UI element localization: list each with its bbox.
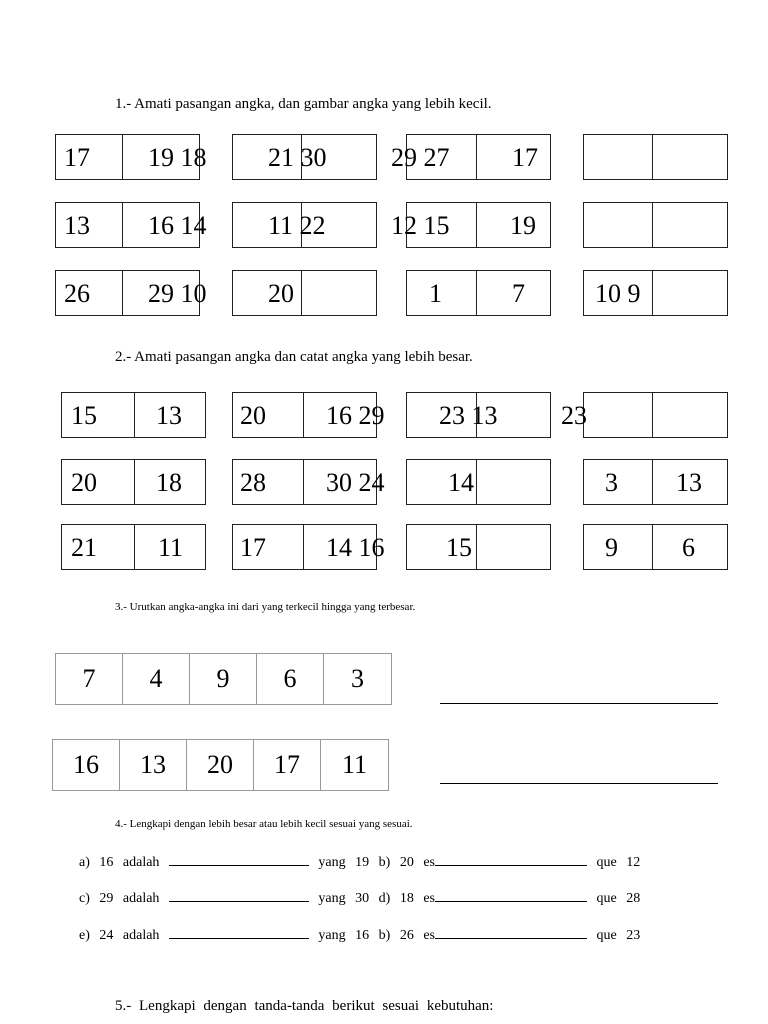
number: 28 — [240, 468, 266, 497]
item-label: e) — [79, 928, 90, 943]
number: 23 13 — [439, 401, 498, 430]
comparison-line — [79, 853, 646, 871]
section5-instruction: 5.- Lengkapi dengan tanda-tanda berikut sesuai kebutuhan: — [115, 998, 494, 1014]
number: 30 24 — [326, 468, 385, 497]
sequence-cell: 16 — [53, 740, 120, 790]
number: 6 — [682, 533, 695, 562]
number: 23 — [561, 401, 587, 430]
item-number: 30 — [355, 891, 370, 906]
answer-blank[interactable] — [435, 926, 587, 939]
answer-line — [440, 703, 718, 704]
number: 11 22 — [268, 211, 326, 240]
item-label: a) — [79, 855, 90, 870]
number: 11 — [158, 533, 184, 562]
number: 13 — [64, 211, 90, 240]
number: 16 29 — [326, 401, 385, 430]
number: 19 — [510, 211, 536, 240]
pair-box — [583, 202, 728, 248]
sequence-cell: 20 — [187, 740, 254, 790]
number: 21 30 — [268, 143, 327, 172]
number: 1 — [429, 279, 442, 308]
item-word: es — [423, 891, 435, 906]
item-label: c) — [79, 891, 90, 906]
item-word: que — [596, 855, 617, 870]
item-word: yang — [318, 855, 346, 870]
number: 12 15 — [391, 211, 450, 240]
item-number: 20 — [399, 855, 414, 870]
number: 13 — [156, 401, 182, 430]
item-number: 18 — [399, 891, 414, 906]
sequence-cell: 7 — [56, 654, 123, 704]
number: 29 27 — [391, 143, 450, 172]
pair-box — [406, 459, 551, 505]
number: 9 — [605, 533, 618, 562]
item-number: 26 — [399, 928, 414, 943]
number: 20 — [71, 468, 97, 497]
number: 13 — [676, 468, 702, 497]
item-number: 12 — [626, 855, 641, 870]
number: 17 — [512, 143, 538, 172]
sequence-cell: 13 — [120, 740, 187, 790]
item-word: que — [596, 928, 617, 943]
item-label: b) — [378, 928, 391, 943]
sequence-cell: 9 — [190, 654, 257, 704]
number-sequence — [55, 653, 392, 705]
item-label: b) — [378, 855, 391, 870]
number: 17 — [240, 533, 266, 562]
sequence-cell: 3 — [351, 664, 364, 693]
number-sequence — [52, 739, 389, 791]
number: 19 18 — [148, 143, 207, 172]
item-number: 29 — [99, 891, 114, 906]
answer-blank[interactable] — [169, 853, 309, 866]
item-word: que — [596, 891, 617, 906]
number: 18 — [156, 468, 182, 497]
comparison-line — [79, 926, 646, 944]
pair-box — [406, 270, 551, 316]
item-word: yang — [318, 891, 346, 906]
answer-blank[interactable] — [169, 926, 309, 939]
section3-instruction: 3.- Urutkan angka-angka ini dari yang terkecil hingga yang terbesar. — [115, 601, 416, 613]
number: 26 — [64, 279, 90, 308]
number: 21 — [71, 533, 97, 562]
pair-box — [406, 524, 551, 570]
answer-blank[interactable] — [435, 889, 587, 902]
item-number: 28 — [626, 891, 641, 906]
section4-instruction: 4.- Lengkapi dengan lebih besar atau lebih kecil sesuai yang sesuai. — [115, 818, 413, 830]
number: 16 14 — [148, 211, 207, 240]
number: 15 — [71, 401, 97, 430]
sequence-cell: 6 — [257, 654, 324, 704]
item-number: 24 — [99, 928, 114, 943]
item-number: 19 — [355, 855, 370, 870]
item-number: 16 — [355, 928, 370, 943]
number: 17 — [64, 143, 90, 172]
sequence-cell: 11 — [341, 750, 368, 779]
item-word: adalah — [122, 928, 160, 943]
item-label: d) — [378, 891, 391, 906]
number: 14 16 — [326, 533, 385, 562]
pair-box — [583, 392, 728, 438]
section1-instruction: 1.- Amati pasangan angka, dan gambar angka yang lebih kecil. — [115, 96, 492, 112]
number: 20 — [268, 279, 294, 308]
comparison-line — [79, 889, 646, 907]
answer-blank[interactable] — [435, 853, 587, 866]
number: 20 — [240, 401, 266, 430]
sequence-cell: 4 — [123, 654, 190, 704]
section2-instruction: 2.- Amati pasangan angka dan catat angka yang lebih besar. — [115, 349, 473, 365]
answer-line — [440, 783, 718, 784]
answer-blank[interactable] — [169, 889, 309, 902]
number: 10 9 — [595, 279, 641, 308]
number: 29 10 — [148, 279, 207, 308]
number: 14 — [448, 468, 474, 497]
item-word: es — [423, 855, 435, 870]
pair-box — [583, 134, 728, 180]
item-word: yang — [318, 928, 346, 943]
item-word: adalah — [122, 855, 160, 870]
item-number: 16 — [99, 855, 114, 870]
number: 7 — [512, 279, 525, 308]
pair-box — [232, 270, 377, 316]
number: 3 — [605, 468, 618, 497]
sequence-cell: 17 — [254, 740, 321, 790]
item-word: adalah — [122, 891, 160, 906]
number: 15 — [446, 533, 472, 562]
item-number: 23 — [626, 928, 641, 943]
item-word: es — [423, 928, 435, 943]
